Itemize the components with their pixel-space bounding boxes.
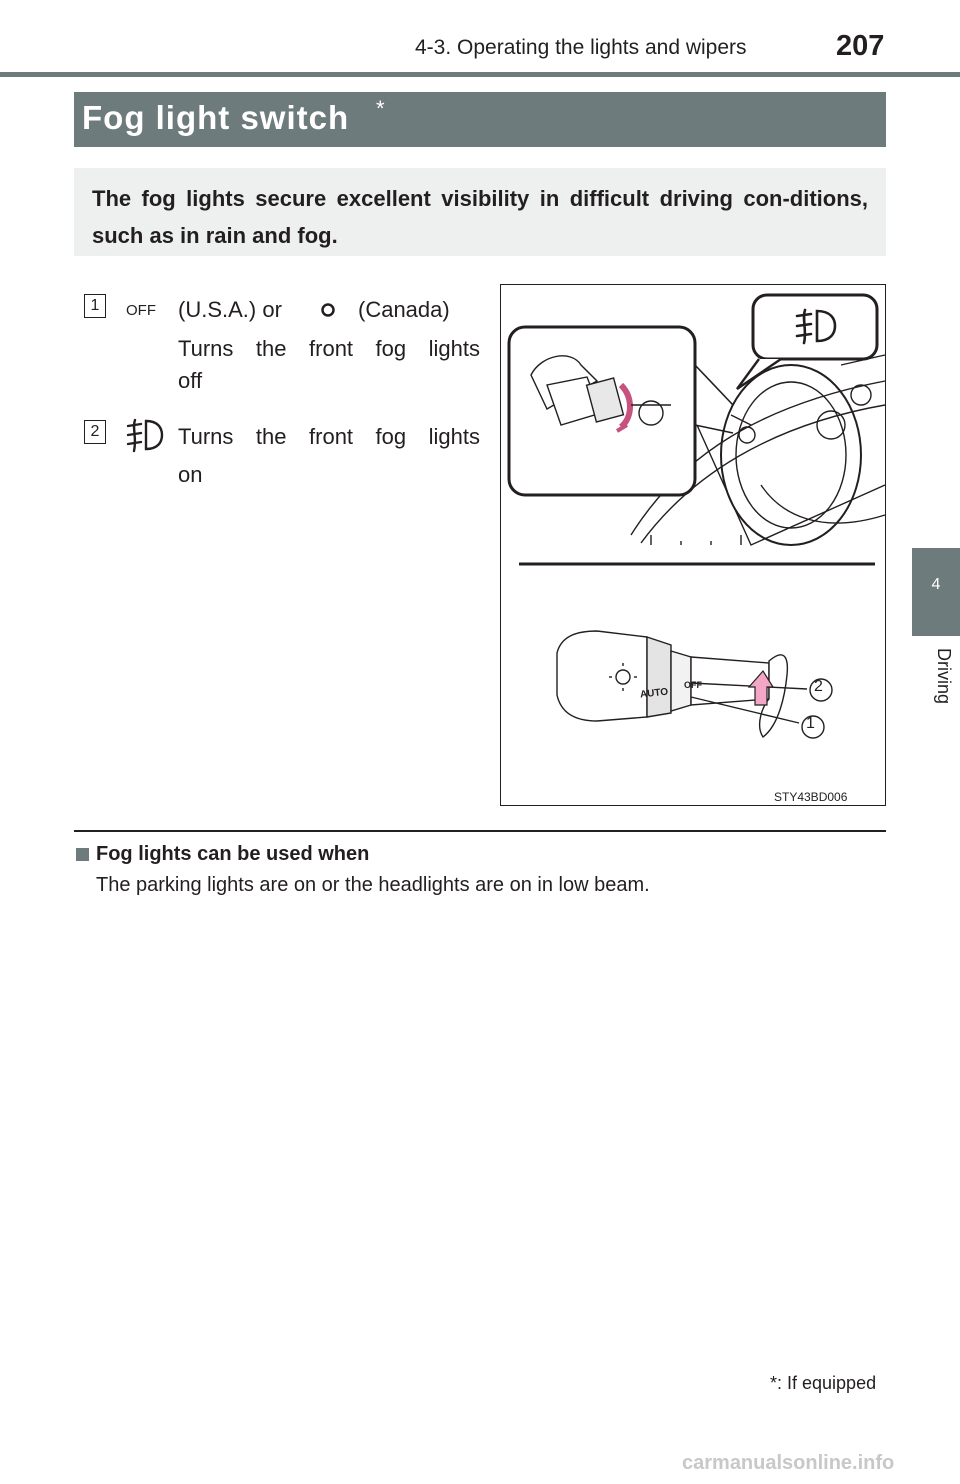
subheading-bullet-icon xyxy=(76,848,89,861)
note-body: The parking lights are on or the headlights are on in low beam. xyxy=(96,874,650,896)
item-number-2: 2 xyxy=(84,420,106,444)
section-divider xyxy=(74,830,886,832)
figure-callout-1: 1 xyxy=(806,715,815,732)
switch-illustration xyxy=(501,285,887,807)
item-2-desc-line2: on xyxy=(178,462,203,487)
figure-callout-2: 2 xyxy=(814,678,823,695)
item-2-desc-line1: Turns the front fog lights xyxy=(178,424,480,449)
intro-text: The fog lights secure excellent visibility in difficult driving con-ditions, such as in rain and fog. xyxy=(92,186,868,248)
chapter-tab-label: Driving xyxy=(934,648,954,705)
item-1-canada: (Canada) xyxy=(358,297,450,322)
chapter-tab-number: 4 xyxy=(931,576,941,593)
equipped-asterisk: * xyxy=(376,96,385,121)
item-number-1: 1 xyxy=(84,294,106,318)
header-rule xyxy=(0,72,960,77)
off-symbol: OFF xyxy=(126,302,156,319)
section-title: Fog light switch xyxy=(82,99,350,136)
stalk-auto-label: AUTO xyxy=(639,686,669,701)
footnote: *: If equipped xyxy=(770,1373,877,1393)
stalk-off-label: OFF xyxy=(684,680,702,690)
item-1-desc-line1: Turns the front fog lights xyxy=(178,336,480,361)
front-fog-light-icon xyxy=(122,416,166,456)
running-header: 4-3. Operating the lights and wipers xyxy=(415,36,747,59)
page-number: 207 xyxy=(836,30,885,62)
item-1-usa: (U.S.A.) or xyxy=(178,297,282,322)
note-heading: Fog lights can be used when xyxy=(96,843,370,865)
item-1-desc-line2: off xyxy=(178,368,203,393)
figure-code: STY43BD006 xyxy=(774,790,848,804)
figure-illustration xyxy=(500,284,886,806)
canada-off-icon xyxy=(318,300,338,320)
watermark: carmanualsonline.info xyxy=(682,1452,895,1474)
